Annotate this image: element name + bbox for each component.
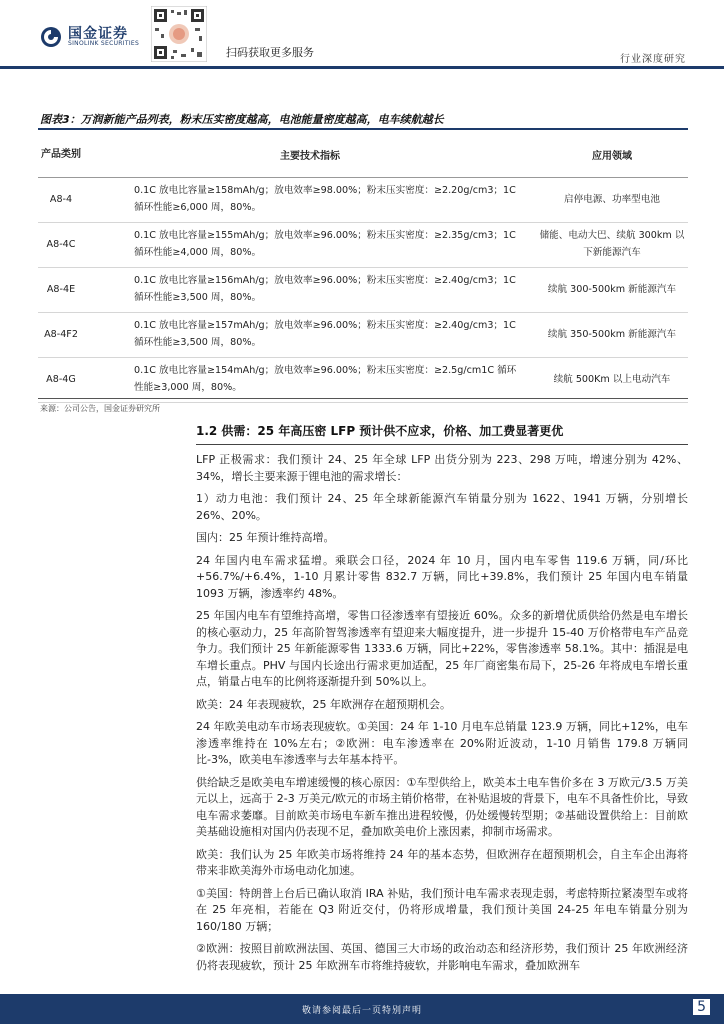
cell-spec: 0.1C 放电比容量≥156mAh/g；放电效率≥96.00%；粉末压实密度：≥2.40g/cm3；1C 循环性能≥3,500 周，80%。 [84, 268, 536, 313]
table-row [38, 223, 688, 268]
cell-spec: 0.1C 放电比容量≥157mAh/g；放电效率≥96.00%；粉末压实密度：≥2.40g/cm3；1C 循环性能≥3,500 周，80%。 [84, 313, 536, 358]
qr-code-icon[interactable] [151, 6, 207, 62]
paragraph: 1）动力电池：我们预计 24、25 年全球新能源汽车销量分别为 1622、1941 万辆，分别增长 26%、20%。 [196, 492, 688, 522]
cell-spec: 0.1C 放电比容量≥155mAh/g；放电效率≥96.00%；粉末压实密度：≥2.35g/cm3；1C 循环性能≥4,000 周，80%。 [84, 223, 536, 268]
cell-application: 续航 300-500km 新能源汽车 [536, 268, 688, 313]
paragraph: ①美国：特朗普上台后已确认取消 IRA 补贴，我们预计电车需求表现走弱，考虑特斯拉紧凑型车或将在 25 年亮相，若能在 Q3 附近交付，仍将形成增量，我们预计美国 24-25 年电车销量分别为 160/180 万辆； [196, 886, 688, 933]
figure-title: 图表3：万润新能产品列表，粉末压实密度越高，电池能量密度越高，电车续航越长 [40, 113, 444, 126]
figure-source: 来源：公司公告，国金证券研究所 [40, 404, 160, 413]
scan-qr-label: 扫码获取更多服务 [226, 46, 314, 59]
paragraph: 24 年欧美电动车市场表现疲软。①美国：24 年 1-10 月电车总销量 123.9 万辆，同比+12%，电车渗透率维持在 10%左右；②欧洲：电车渗透率在 20%附近波动，1-10 月销售 179.8 万辆同比-3%，欧美电车渗透率与去年基本持平。 [196, 720, 688, 766]
brand-logo [40, 26, 139, 48]
table-row [38, 358, 688, 403]
column-header-model: 产品类别 [38, 131, 84, 178]
page-header [0, 0, 724, 66]
paragraph: 25 年国内电车有望维持高增，零售口径渗透率有望接近 60%。众多的新增优质供给仍然是电车增长的核心驱动力，25 年高阶智驾渗透率有望迎来大幅度提升，进一步提升 15-40 万价格带电车产品竞争力。我们预计 25 年新能源零售 1333.6 万辆，同比+22%，零售渗透率 58.1%。其中：插混是电车增长重点。PHV 与国内长途出行需求更加适配，25 年厂商密集布局下，25-26 年将成电车增长重点，销量占电车的比例将逐渐提升到 50%以上。 [196, 609, 688, 688]
page-footer [0, 994, 724, 1024]
header-divider [0, 66, 724, 69]
cell-model: A8-4C [38, 223, 84, 268]
paragraph: 欧美：我们认为 25 年欧美市场将维持 24 年的基本态势，但欧洲存在超预期机会，自主车企出海将带来非欧美海外市场电动化加速。 [196, 847, 688, 877]
paragraph: 欧美：24 年表现疲软，25 年欧洲存在超预期机会。 [196, 697, 451, 711]
paragraph: 供给缺乏是欧美电车增速缓慢的核心原因：①车型供给上，欧美本土电车售价多在 3 万欧元/3.5 万美元以上，远高于 2-3 万美元/欧元的市场主销价格带，在补贴退坡的背景下，电车不具备性价比，导致电车需求萎靡。目前欧美市场电车新车推出进程较慢，仍处缓慢转型期；②基础设置供给上：目前欧美基础设施相对国内仍表现不足，叠加欧美电价上涨因素，抑制市场需求。 [196, 775, 688, 838]
column-header-spec: 主要技术指标 [84, 131, 536, 178]
table-row [38, 313, 688, 358]
brand-name-cn: 国金证券 [68, 25, 128, 42]
cell-model: A8-4 [38, 178, 84, 223]
column-header-application: 应用领域 [536, 131, 688, 178]
figure-top-rule [38, 128, 688, 130]
table-row [38, 268, 688, 313]
page-number: 5 [693, 999, 710, 1015]
section-heading: 1.2 供需：25 年高压密 LFP 预计供不应求，价格、加工费显著更优 [196, 422, 688, 445]
paragraph: 24 年国内电车需求猛增。乘联会口径，2024 年 10 月，国内电车零售 119.6 万辆，同/环比+56.7%/+6.4%，1-10 月累计零售 832.7 万辆，同比+39.8%，我们预计 25 年国内电车销量 1093 万辆，渗透率约 48%。 [196, 553, 688, 600]
cell-application: 续航 500Km 以上电动汽车 [536, 358, 688, 403]
table-header-row [38, 131, 688, 178]
paragraph: ②欧洲：按照目前欧洲法国、英国、德国三大市场的政治动态和经济形势，我们预计 25 年欧洲经济仍将表现疲软，预计 25 年欧洲车市将维持疲软，并影响电车需求，叠加欧洲车 [196, 942, 688, 972]
cell-model: A8-4F2 [38, 313, 84, 358]
product-table [38, 131, 688, 403]
brand-name-en: SINOLINK SECURITIES [68, 40, 140, 48]
main-content [196, 418, 688, 980]
report-type-label: 行业深度研究 [620, 54, 686, 65]
cell-model: A8-4E [38, 268, 84, 313]
cell-spec: 0.1C 放电比容量≥154mAh/g；放电效率≥96.00%；粉末压实密度：≥2.5g/cm1C 循环 性能≥3,000 周，80%。 [84, 358, 536, 403]
cell-application: 续航 350-500km 新能源汽车 [536, 313, 688, 358]
sinolink-logo-icon [40, 26, 62, 48]
cell-application: 启停电源、功率型电池 [536, 178, 688, 223]
cell-spec: 0.1C 放电比容量≥158mAh/g；放电效率≥98.00%；粉末压实密度：≥2.20g/cm3；1C 循环性能≥6,000 周，80%。 [84, 178, 536, 223]
paragraph: 国内：25 年预计维持高增。 [196, 531, 335, 544]
figure-bottom-rule [38, 398, 688, 399]
footer-disclaimer: 敬请参阅最后一页特别声明 [301, 1006, 422, 1016]
table-row [38, 178, 688, 223]
paragraph: LFP 正极需求：我们预计 24、25 年全球 LFP 出货分别为 223、298 万吨，增速分别为 42%、34%，增长主要来源于锂电池的需求增长： [196, 453, 688, 483]
cell-application: 储能、电动大巴、续航 300km 以下新能源汽车 [536, 223, 688, 268]
cell-model: A8-4G [38, 358, 84, 403]
